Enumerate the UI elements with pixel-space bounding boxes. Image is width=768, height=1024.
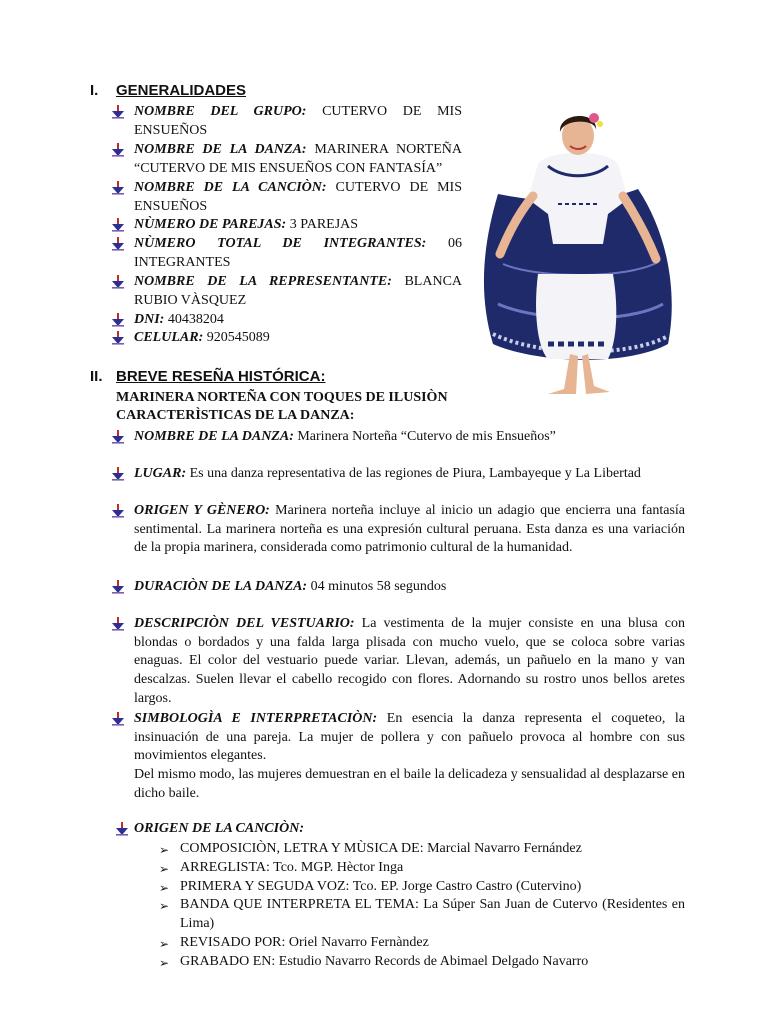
origin-song-item <box>116 820 686 839</box>
origin-detail-line: BANDA QUE INTERPRETA EL TEMA: La Súper San Juan de Cutervo (Residentes en Lima) <box>180 897 685 931</box>
bullet-icon <box>112 105 124 119</box>
list-item <box>134 615 685 709</box>
list-item <box>134 578 685 597</box>
section-1-heading <box>90 82 290 102</box>
list-item <box>134 311 462 330</box>
list-item <box>134 329 462 348</box>
bullet-icon <box>112 143 124 157</box>
list-item <box>134 141 462 178</box>
item-label: SIMBOLOGÌA E INTERPRETACIÒN: <box>134 711 378 726</box>
list-item <box>134 710 685 804</box>
origin-detail-line: COMPOSICIÒN, LETRA Y MÙSICA DE: Marcial Navarro Fernández <box>180 841 582 856</box>
item-value: 3 PAREJAS <box>289 217 359 232</box>
list-item <box>134 428 685 447</box>
bullet-icon <box>112 181 124 195</box>
item-label: NOMBRE DE LA DANZA: <box>134 429 294 444</box>
item-label: DURACIÒN DE LA DANZA: <box>134 579 308 594</box>
list-item <box>134 465 685 484</box>
origin-detail-line: PRIMERA Y SEGUDA VOZ: Tco. EP. Jorge Castro Castro (Cutervino) <box>180 879 582 894</box>
arrow-icon: ➢ <box>159 899 170 913</box>
arrow-icon: ➢ <box>159 956 170 970</box>
item-label: NOMBRE DE LA REPRESENTANTE: <box>134 274 392 289</box>
item-value: BLANCA RUBIO VÀSQUEZ <box>134 274 463 308</box>
origin-detail-line: ARREGLISTA: Tco. MGP. Hèctor Inga <box>180 860 404 875</box>
item-value: CUTERVO DE MIS ENSUEÑOS <box>134 104 462 138</box>
arrow-icon: ➢ <box>159 843 170 857</box>
section-1-title: GENERALIDADES <box>116 82 247 99</box>
bullet-icon <box>116 822 128 836</box>
list-item <box>134 216 462 235</box>
item-value: Marinera Norteña “Cutervo de mis Ensueños” <box>297 429 556 444</box>
section-2-title: BREVE RESEÑA HISTÓRICA: <box>116 368 326 385</box>
item-label: ORIGEN Y GÈNERO: <box>134 503 270 518</box>
origin-song-label: ORIGEN DE LA CANCIÒN: <box>134 821 304 836</box>
bullet-icon <box>112 237 124 251</box>
item-extra: Del mismo modo, las mujeres demuestran en el baile la delicadeza y sensualidad al desplazarse en dicho baile. <box>134 767 685 801</box>
bullet-icon <box>112 504 124 518</box>
arrow-icon: ➢ <box>159 881 170 895</box>
item-value: 04 minutos 58 segundos <box>310 579 447 594</box>
characteristics-heading: CARACTERÌSTICAS DE LA DANZA: <box>116 408 355 423</box>
list-item <box>134 502 685 558</box>
item-label: NÙMERO TOTAL DE INTEGRANTES: <box>134 236 427 251</box>
list-item <box>134 235 462 272</box>
bullet-icon <box>112 331 124 345</box>
item-value: MARINERA NORTEÑA “CUTERVO DE MIS ENSUEÑOS CON FANTASÍA” <box>134 142 463 176</box>
bullet-icon <box>112 218 124 232</box>
item-value: 40438204 <box>167 312 224 327</box>
bullet-icon <box>112 712 124 726</box>
list-item <box>134 179 462 216</box>
item-label: LUGAR: <box>134 466 187 481</box>
arrow-icon: ➢ <box>159 862 170 876</box>
item-label: NOMBRE DE LA CANCIÒN: <box>134 180 327 195</box>
bullet-icon <box>112 467 124 481</box>
list-item <box>134 273 462 310</box>
bullet-icon <box>112 580 124 594</box>
bullet-icon <box>112 617 124 631</box>
item-label: NOMBRE DE LA DANZA: <box>134 142 307 157</box>
bullet-icon <box>112 275 124 289</box>
item-value: En esencia la danza representa el coqueteo, la insinuación de una pareja. La mujer de pollera y con pañuelo provoca al hombre con sus movimientos elegantes. <box>134 711 686 764</box>
item-value: La vestimenta de la mujer consiste en una blusa con blondas o bordados y una falda larga plisada con mucho vuelo, que se coloca sobre varias enaguas. El color del vestuario puede variar. Llevan, además, un pañuelo en la mano y van descalzas. Suelen llevar el cabello recogido con flores. Adornando su rostro unos bellos aretes largos. <box>134 616 686 706</box>
bullet-icon <box>112 313 124 327</box>
bullet-icon <box>112 430 124 444</box>
item-value: 06 INTEGRANTES <box>134 236 462 270</box>
section-2-subtitle: MARINERA NORTEÑA CON TOQUES DE ILUSIÒN <box>116 390 448 405</box>
item-label: CELULAR: <box>134 330 204 345</box>
item-value: Marinera norteña incluye al inicio un adagio que encierra una fantasía sentimental. La marinera norteña es una expresión cultural peruana. Esta danza es una variación de la propia marinera, considerada como patrimonio cultural de la humanidad. <box>134 503 686 556</box>
section-2-heading <box>90 368 390 388</box>
item-value: 920545089 <box>206 330 270 345</box>
item-label: DESCRIPCIÒN DEL VESTUARIO: <box>134 616 355 631</box>
list-item <box>134 103 462 140</box>
section-1-number: I. <box>90 82 99 99</box>
origin-detail-line: GRABADO EN: Estudio Navarro Records de Abimael Delgado Navarro <box>180 954 589 969</box>
section-2-number: II. <box>90 368 103 385</box>
item-label: NOMBRE DEL GRUPO: <box>134 104 307 119</box>
item-label: DNI: <box>134 312 165 327</box>
arrow-icon: ➢ <box>159 937 170 951</box>
dancer-photo <box>478 104 678 404</box>
origin-detail-line: REVISADO POR: Oriel Navarro Fernàndez <box>180 935 429 950</box>
item-value: Es una danza representativa de las regiones de Piura, Lambayeque y La Libertad <box>189 466 641 481</box>
item-label: NÙMERO DE PAREJAS: <box>134 217 287 232</box>
item-value: CUTERVO DE MIS ENSUEÑOS <box>134 180 463 214</box>
